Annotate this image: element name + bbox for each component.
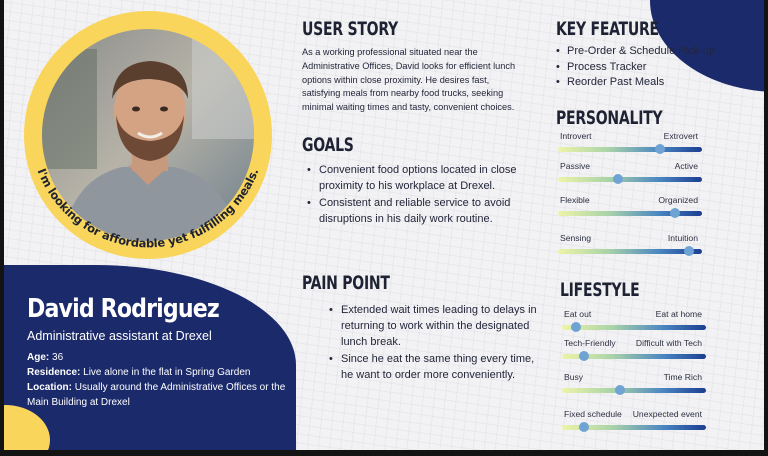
key-feature-heading: KEY FEATURE — [556, 18, 659, 40]
lifestyle-heading: LIFESTYLE — [560, 279, 640, 301]
slider-knob — [684, 246, 694, 256]
pain-point-item: • Since he eat the same thing every time, he want to order more conveniently. — [328, 351, 538, 383]
age-label: Age: — [27, 352, 50, 363]
trait-slider — [562, 409, 706, 439]
slider-track — [558, 211, 702, 216]
trait-slider — [558, 161, 702, 191]
personality-heading: PERSONALITY — [556, 107, 663, 129]
slider-knob — [579, 422, 589, 432]
goal-item: • Consistent and reliable service to avoid disruptions in his daily work routine. — [306, 195, 520, 227]
slider-right-label: Organized — [658, 195, 698, 205]
goals-list — [306, 162, 520, 228]
svg-text:I'm looking for affordable yet — [35, 167, 262, 251]
slider-right-label: Time Rich — [663, 372, 702, 382]
slider-right-label: Unexpected event — [632, 409, 702, 419]
slider-knob — [615, 385, 625, 395]
slider-left-label: Sensing — [560, 233, 592, 243]
persona-details — [27, 350, 292, 410]
slider-knob — [655, 144, 665, 154]
trait-slider — [562, 372, 706, 402]
pain-point-heading: PAIN POINT — [302, 272, 390, 294]
user-story-text: As a working professional situated near the Administrative Offices, David looks for efficient lunch options within close proximity. He desires fast, satisfying meals from nearby food trucks, seeking minimal waiting times and tasty, convenient choices. — [302, 47, 516, 113]
slider-right-label: Extrovert — [663, 131, 698, 141]
slider-left-label: Passive — [560, 161, 591, 171]
slider-track — [558, 249, 702, 254]
persona-name: David Rodriguez — [27, 294, 219, 324]
location-row — [27, 380, 292, 410]
slider-right-label: Active — [674, 161, 698, 171]
slider-right-label: Intuition — [667, 233, 698, 243]
slider-track — [558, 177, 702, 182]
key-feature-item: • Process Tracker — [556, 60, 715, 76]
slider-left-label: Tech-Friendly — [564, 338, 616, 348]
slider-right-label: Eat at home — [655, 309, 702, 319]
key-feature-item: • Reorder Past Meals — [556, 75, 715, 91]
trait-slider — [558, 131, 702, 161]
slider-left-label: Introvert — [560, 131, 592, 141]
slider-knob — [670, 208, 680, 218]
slider-knob — [571, 322, 581, 332]
slider-left-label: Busy — [564, 372, 584, 382]
trait-slider — [562, 309, 706, 339]
slider-knob — [613, 174, 623, 184]
slider-left-label: Flexible — [560, 195, 590, 205]
age-value: 36 — [49, 352, 64, 363]
key-feature-list — [556, 44, 715, 91]
pain-point-item: • Extended wait times leading to delays in returning to work within the designated lunch break. — [328, 302, 538, 350]
persona-quote — [24, 11, 272, 259]
slider-right-label: Difficult with Tech — [635, 338, 702, 348]
slider-left-label: Eat out — [564, 309, 592, 319]
residence-row — [27, 365, 292, 380]
residence-value: Live alone in the flat in Spring Garden — [80, 367, 251, 378]
slider-track — [562, 325, 706, 330]
user-story-heading: USER STORY — [302, 18, 398, 40]
slider-left-label: Fixed schedule — [564, 409, 622, 419]
goals-heading: GOALS — [302, 134, 354, 156]
location-label: Location: — [27, 382, 72, 393]
slider-track — [558, 147, 702, 152]
key-feature-item: • Pre-Order & Schedule Pick-up — [556, 44, 715, 60]
quote-text: I'm looking for affordable yet fulfilling meals. — [34, 166, 262, 251]
trait-slider — [562, 338, 706, 368]
trait-slider — [558, 195, 702, 225]
trait-slider — [558, 233, 702, 263]
slider-track — [562, 388, 706, 393]
pain-point-list — [328, 302, 538, 384]
goal-item: • Convenient food options located in close proximity to his workplace at Drexel. — [306, 162, 520, 194]
persona-role: Administrative assistant at Drexel — [27, 329, 212, 343]
age-row — [27, 350, 292, 365]
location-value: Usually around the Administrative Offices or the Main Building at Drexel — [27, 382, 286, 408]
residence-label: Residence: — [27, 367, 81, 378]
slider-knob — [579, 351, 589, 361]
